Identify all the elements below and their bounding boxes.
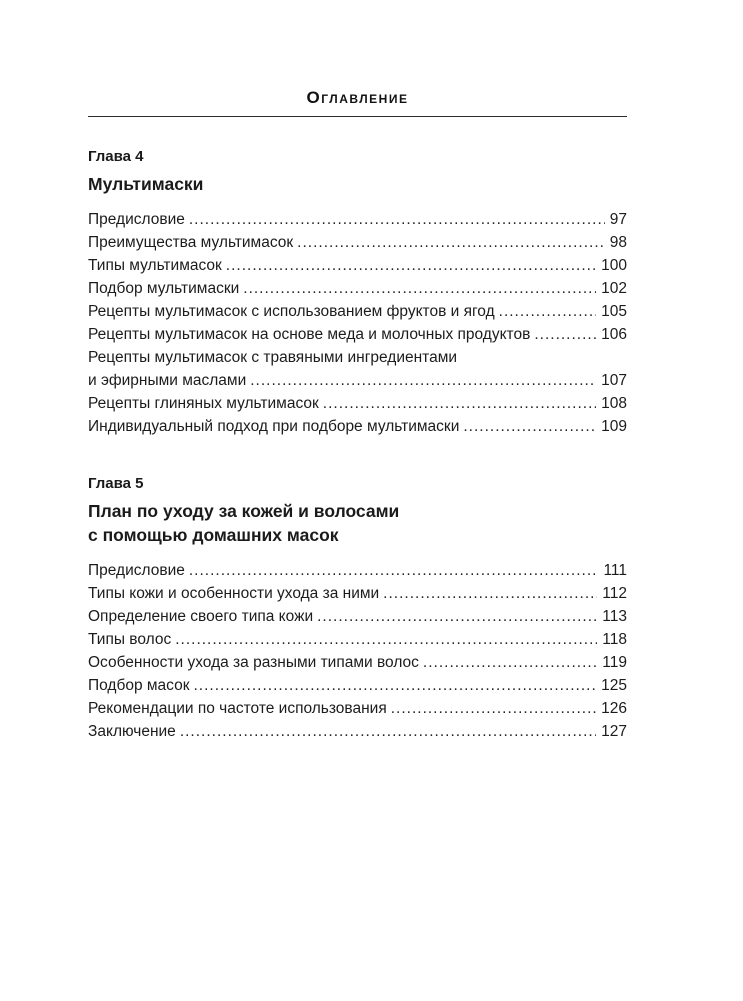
toc-entry-page: 113 xyxy=(602,608,627,625)
toc-entry-title: Рецепты глиняных мультимасок xyxy=(88,395,319,412)
toc-entry-title: Подбор мультимаски xyxy=(88,280,240,297)
toc-entry xyxy=(88,628,627,651)
chapter-label: Глава 5 xyxy=(88,475,144,492)
toc-entry xyxy=(88,415,627,438)
toc-entry-list xyxy=(88,559,627,743)
toc-entry xyxy=(88,582,627,605)
toc-entry xyxy=(88,674,627,697)
toc-entry-title: Индивидуальный подход при подборе мультимаски xyxy=(88,418,460,435)
dot-leader xyxy=(463,415,596,438)
toc-entry xyxy=(88,651,627,674)
toc-entry-title: Рекомендации по частоте использования xyxy=(88,700,387,717)
toc-entry xyxy=(88,323,627,346)
toc-entry-page: 107 xyxy=(601,372,627,389)
toc-entry-page: 109 xyxy=(601,418,627,435)
toc-entry-title: Подбор масок xyxy=(88,677,190,694)
dot-leader xyxy=(423,651,597,674)
chapter-label: Глава 4 xyxy=(88,148,144,165)
dot-leader xyxy=(534,323,596,346)
dot-leader xyxy=(317,605,597,628)
dot-leader xyxy=(297,231,605,254)
toc-entry-list xyxy=(88,208,627,438)
chapter-title-line2: с помощью домашних масок xyxy=(88,525,339,545)
toc-entry-title: Рецепты мультимасок на основе меда и молочных продуктов xyxy=(88,326,531,343)
toc-entry-page: 108 xyxy=(601,395,627,412)
toc-entry-page: 127 xyxy=(601,723,627,740)
toc-entry xyxy=(88,231,627,254)
toc-entry xyxy=(88,300,627,323)
chapter-title-line1: План по уходу за кожей и волосами xyxy=(88,501,400,521)
toc-entry-page: 102 xyxy=(601,280,627,297)
toc-entry xyxy=(88,369,627,392)
dot-leader xyxy=(180,720,596,743)
toc-entry-title: Рецепты мультимасок с использованием фруктов и ягод xyxy=(88,303,495,320)
toc-entry-title-line1: Рецепты мультимасок с травяными ингредиентами xyxy=(88,349,458,366)
toc-entry-page: 112 xyxy=(602,585,627,602)
toc-entry-title: Типы волос xyxy=(88,631,172,648)
dot-leader xyxy=(226,254,596,277)
toc-entry xyxy=(88,208,627,231)
toc-entry-page: 119 xyxy=(602,654,627,671)
chapter-title: Мультимаски xyxy=(88,174,204,194)
toc-entry-title: Предисловие xyxy=(88,562,185,579)
toc-entry-title: Особенности ухода за разными типами волос xyxy=(88,654,419,671)
dot-leader xyxy=(383,582,597,605)
toc-entry-page: 111 xyxy=(603,562,627,579)
page-title: Оглавление xyxy=(306,88,409,107)
dot-leader xyxy=(243,277,596,300)
chapter-section-5 xyxy=(88,474,627,743)
toc-entry-page: 125 xyxy=(601,677,627,694)
dot-leader xyxy=(189,559,599,582)
dot-leader xyxy=(194,674,597,697)
dot-leader xyxy=(499,300,596,323)
dot-leader xyxy=(189,208,605,231)
toc-entry-title: Преимущества мультимасок xyxy=(88,234,294,251)
toc-entry xyxy=(88,254,627,277)
toc-entry xyxy=(88,277,627,300)
toc-entry xyxy=(88,605,627,628)
toc-entry-wrapped xyxy=(88,346,627,392)
toc-entry-page: 98 xyxy=(609,234,627,251)
header-divider xyxy=(88,116,627,117)
toc-entry-title: Предисловие xyxy=(88,211,185,228)
toc-entry-page: 105 xyxy=(601,303,627,320)
chapter-section-4 xyxy=(88,147,627,438)
dot-leader xyxy=(391,697,596,720)
toc-entry-page: 126 xyxy=(601,700,627,717)
toc-entry-page: 106 xyxy=(601,326,627,343)
toc-entry-title: Типы мультимасок xyxy=(88,257,222,274)
toc-entry xyxy=(88,559,627,582)
toc-entry xyxy=(88,392,627,415)
toc-entry-title-line2: и эфирными маслами xyxy=(88,372,247,389)
toc-entry-page: 118 xyxy=(602,631,627,648)
toc-entry-page: 97 xyxy=(609,211,627,228)
dot-leader xyxy=(323,392,596,415)
toc-entry-title: Определение своего типа кожи xyxy=(88,608,314,625)
toc-entry-page: 100 xyxy=(601,257,627,274)
toc-entry-title: Заключение xyxy=(88,723,176,740)
toc-entry xyxy=(88,720,627,743)
toc-entry-title: Типы кожи и особенности ухода за ними xyxy=(88,585,380,602)
toc-entry xyxy=(88,697,627,720)
dot-leader xyxy=(175,628,597,651)
dot-leader xyxy=(250,369,596,392)
